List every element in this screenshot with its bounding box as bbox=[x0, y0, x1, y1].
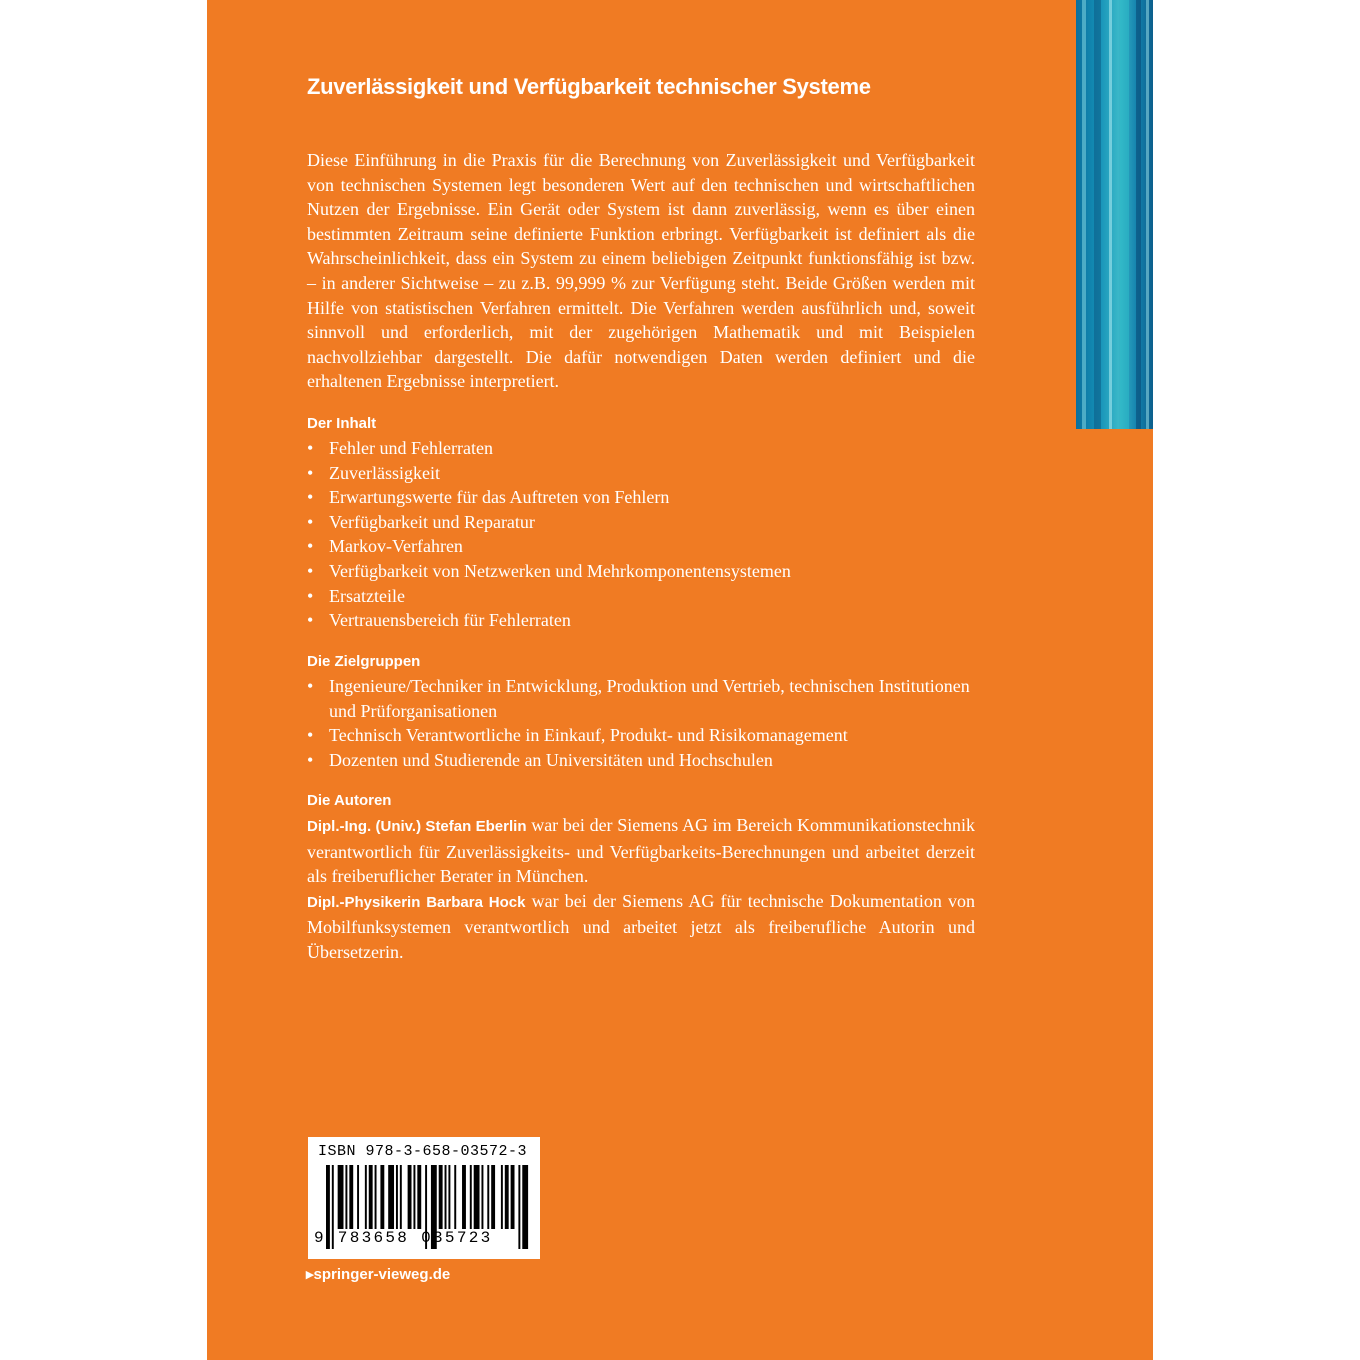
list-item: • Verfügbarkeit von Netzwerken und Mehrkomponentensystemen bbox=[307, 559, 975, 584]
authors-heading: Die Autoren bbox=[307, 792, 392, 809]
publisher-link[interactable]: ▸springer-vieweg.de bbox=[306, 1266, 451, 1283]
author-bio-text: war bei der Siemens AG für technische Dokumentation von Mobilfunksystemen verantwortlich und arbeitet jetzt als freiberufliche Autorin und Übersetzerin. bbox=[307, 890, 976, 962]
back-cover bbox=[207, 0, 1153, 1360]
bullet-icon: • bbox=[307, 725, 314, 746]
decorative-cover-strip bbox=[1076, 0, 1153, 429]
author-bio bbox=[307, 813, 975, 889]
book-description: Diese Einführung in die Praxis für die Berechnung von Zuverlässigkeit und Verfügbarkeit von technischen Systemen legt besonderen Wert auf den technischen und wirtschaftlichen Nutzen der Ergebnisse. Ein Gerät oder System ist dann zuverlässig, wenn es über einen bestimmten Zeitraum seine definierte Funktion erbringt. Verfügbarkeit ist definiert als die Wahrscheinlichkeit, dass ein System zu einem beliebigen Zeitpunkt funktionsfähig ist bzw. – in anderer Sichtweise – zu z.B. 99,999 % zur Verfügung steht. Beide Größen werden mit Hilfe von statistischen Verfahren ermittelt. Die Verfahren werden ausführlich und, soweit sinnvoll und erforderlich, mit der zugehörigen Mathematik und mit Beispielen nachvollziehbar dargestellt. Die dafür notwendigen Daten werden definiert und die erhaltenen Ergebnisse interpretiert. bbox=[307, 150, 975, 392]
list-item: • Dozenten und Studierende an Universitäten und Hochschulen bbox=[307, 748, 975, 773]
authors-section bbox=[307, 789, 975, 965]
list-item: • Markov-Verfahren bbox=[307, 534, 975, 559]
isbn-barcode-box bbox=[308, 1137, 540, 1259]
contents-heading: Der Inhalt bbox=[307, 415, 377, 432]
audience-heading: Die Zielgruppen bbox=[307, 653, 421, 670]
bullet-icon: • bbox=[307, 676, 314, 696]
list-item: • Fehler und Fehlerraten bbox=[307, 436, 975, 461]
bullet-icon: • bbox=[307, 462, 314, 483]
bullet-icon: • bbox=[307, 610, 314, 631]
bullet-icon: • bbox=[307, 438, 314, 458]
triangle-icon: ▸ bbox=[306, 1266, 314, 1283]
author-bio bbox=[307, 889, 975, 965]
list-item: • Technisch Verantwortliche in Einkauf, Produkt- und Risikomanagement bbox=[307, 723, 975, 748]
bullet-icon: • bbox=[307, 511, 314, 532]
author-name: Dipl.-Physikerin Barbara Hock bbox=[307, 893, 526, 911]
author-bio-text: war bei der Siemens AG im Bereich Kommunikationstechnik verantwortlich für Zuverlässigkeits- und Verfügbarkeits-Berechnungen und arbeitet derzeit als freiberuflicher Berater in München. bbox=[307, 815, 975, 887]
author-name: Dipl.-Ing. (Univ.) Stefan Eberlin bbox=[307, 818, 527, 835]
book-title: Zuverlässigkeit und Verfügbarkeit technischer Systeme bbox=[307, 74, 871, 99]
list-item: • Zuverlässigkeit bbox=[307, 461, 975, 486]
list-item: • Verfügbarkeit und Reparatur bbox=[307, 510, 975, 535]
bullet-icon: • bbox=[307, 585, 314, 606]
contents-list bbox=[307, 436, 975, 633]
bullet-icon: • bbox=[307, 749, 314, 770]
isbn-label: ISBN 978-3-658-03572-3 bbox=[318, 1143, 528, 1160]
list-item: • Vertrauensbereich für Fehlerraten bbox=[307, 608, 975, 633]
list-item: • Erwartungswerte für das Auftreten von Fehlern bbox=[307, 485, 975, 510]
bullet-icon: • bbox=[307, 487, 314, 508]
bullet-icon: • bbox=[307, 560, 314, 581]
audience-section bbox=[307, 650, 975, 772]
list-item: • Ersatzteile bbox=[307, 584, 975, 609]
list-item: • Ingenieure/Techniker in Entwicklung, Produktion und Vertrieb, technischen Institutionen und Prüforganisationen bbox=[307, 676, 970, 721]
isbn-digits: 9 783658 035723 bbox=[314, 1229, 493, 1247]
bullet-icon: • bbox=[307, 536, 314, 557]
contents-section bbox=[307, 412, 975, 633]
audience-list bbox=[307, 674, 975, 772]
